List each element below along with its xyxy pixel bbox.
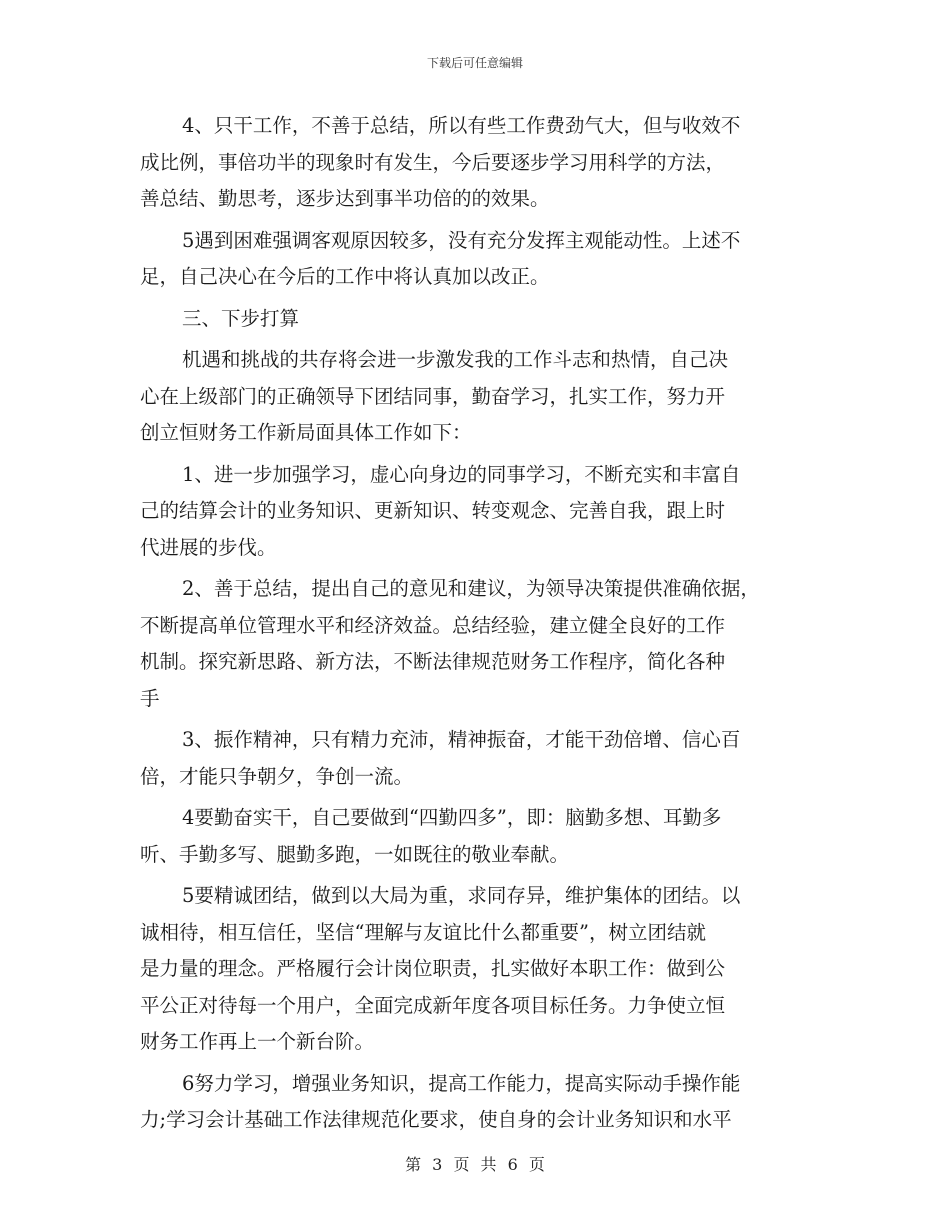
paragraph-line: 听、手勤多写、腿勤多跑，一如既往的敬业奉献。 xyxy=(140,842,570,866)
page-header-note: 下载后可任意编辑 xyxy=(426,56,523,70)
paragraph-line: 2、善于总结，提出自己的意见和建议，为领导决策提供准确依据， xyxy=(182,577,760,600)
paragraph-line: 己的结算会计的业务知识、更新知识、转变观念、完善自我，跟上时 xyxy=(140,499,726,522)
paragraph-line: 机遇和挑战的共存将会进一步激发我的工作斗志和热情，自己决 xyxy=(182,348,729,371)
paragraph-line: 4、只干工作，不善于总结，所以有些工作费劲气大，但与收效不 xyxy=(182,114,741,137)
paragraph-line: 心在上级部门的正确领导下团结同事，勤奋学习，扎实工作，努力开 xyxy=(140,384,726,408)
paragraph-line: 力;学习会计基础工作法律规范化要求，使自身的会计业务知识和水平 xyxy=(140,1108,732,1131)
paragraph-line: 5遇到困难强调客观原因较多，没有充分发挥主观能动性。上述不 xyxy=(182,228,741,252)
paragraph-line: 倍，才能只争朝夕，争创一流。 xyxy=(140,764,414,788)
page-number-footer: 第 3 页 共 6 页 xyxy=(405,1155,545,1174)
paragraph-line: 5要精诚团结，做到以大局为重，求同存异，维护集体的团结。以 xyxy=(182,884,741,907)
paragraph-line: 3、振作精神，只有精力充沛，精神振奋，才能干劲倍增、信心百 xyxy=(182,728,741,751)
paragraph-line: 诚相待，相互信任，坚信“理解与友谊比什么都重要”，树立团结就 xyxy=(140,920,706,944)
paragraph-line: 机制。探究新思路、新方法，不断法律规范财务工作程序，简化各种 xyxy=(140,650,726,673)
paragraph-line: 4要勤奋实干，自己要做到“四勤四多”，即：脑勤多想、耳勤多 xyxy=(182,806,722,829)
paragraph-line: 财务工作再上一个新台阶。 xyxy=(140,1030,375,1053)
paragraph-line: 足，自己决心在今后的工作中将认真加以改正。 xyxy=(140,265,550,288)
paragraph-line: 平公正对待每一个用户，全面完成新年度各项目标任务。力争使立恒 xyxy=(140,993,726,1017)
paragraph-line: 善总结、勤思考，逐步达到事半功倍的的效果。 xyxy=(140,187,550,210)
paragraph-line: 手 xyxy=(140,686,160,710)
paragraph-line: 是力量的理念。严格履行会计岗位职责，扎实做好本职工作：做到公 xyxy=(140,957,726,980)
paragraph-line: 6努力学习，增强业务知识，提高工作能力，提高实际动手操作能 xyxy=(182,1071,741,1095)
document-body xyxy=(140,108,812,1139)
paragraph-line: 创立恒财务工作新局面具体工作如下： xyxy=(140,421,472,444)
section-heading: 三、下步打算 xyxy=(182,306,300,330)
paragraph-line: 不断提高单位管理水平和经济效益。总结经验，建立健全良好的工作 xyxy=(140,613,726,637)
paragraph-line: 成比例，事倍功半的现象时有发生，今后要逐步学习用科学的方法， xyxy=(140,150,726,174)
paragraph-line: 1、进一步加强学习，虚心向身边的同事学习，不断充实和丰富自 xyxy=(182,462,741,486)
paragraph-line: 代进展的步伐。 xyxy=(140,535,277,559)
